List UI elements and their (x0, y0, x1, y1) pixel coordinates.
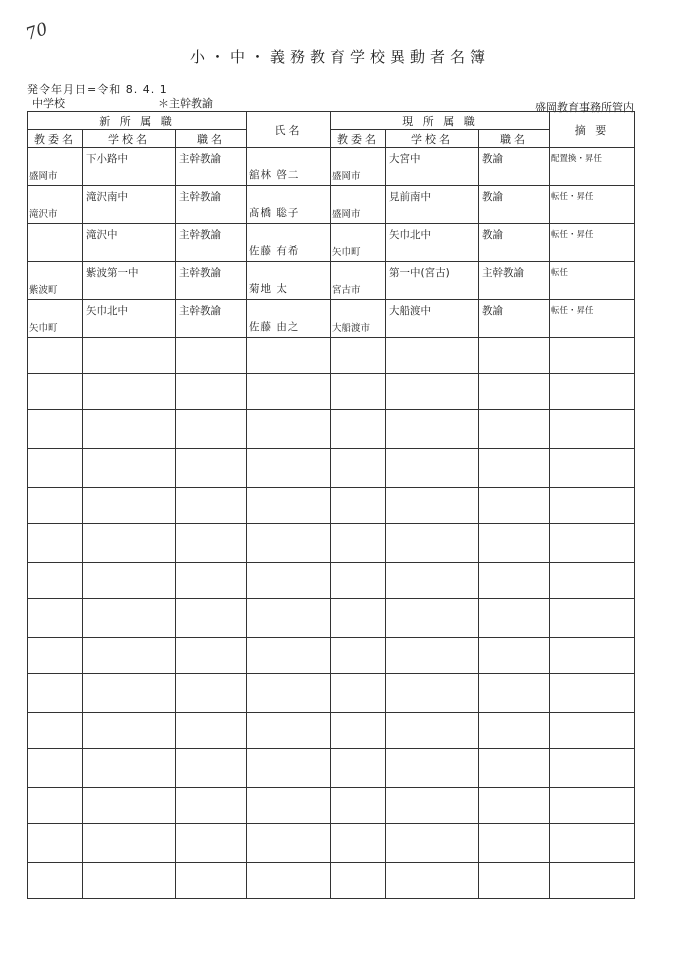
new-board-cell: 紫波町 (29, 285, 58, 296)
remarks-cell: 配置換・昇任 (551, 154, 603, 164)
new-post-cell: 主幹教諭 (179, 267, 221, 279)
office-name: 盛岡教育事務所管内 (535, 101, 634, 114)
table-row (28, 300, 635, 338)
empty-row (28, 338, 635, 374)
new-school-header: 学校名 (83, 130, 176, 148)
current-board-cell: 盛岡市 (332, 209, 361, 220)
current-board-header: 教委名 (331, 130, 386, 148)
remarks-cell: 転任・昇任 (551, 230, 594, 240)
current-board-cell: 宮古市 (332, 285, 361, 296)
current-post-cell: 主幹教諭 (482, 267, 524, 279)
current-school-header: 学校名 (386, 130, 479, 148)
current-school-cell: 第一中(宮古) (389, 267, 450, 279)
new-board-cell: 滝沢市 (29, 209, 58, 220)
new-post-header: 職名 (176, 130, 247, 148)
new-school-cell: 下小路中 (86, 153, 128, 165)
table-row (28, 262, 635, 300)
current-post-cell: 教諭 (482, 229, 503, 241)
empty-row (28, 599, 635, 638)
school-level: 中学校 (32, 97, 65, 110)
person-name-cell: 舘林 啓二 (249, 169, 300, 181)
new-board-cell: 矢巾町 (29, 323, 58, 334)
transfer-roster-table (27, 111, 635, 899)
empty-row (28, 638, 635, 674)
position-note: ＊主幹教諭 (158, 97, 213, 110)
current-board-cell: 矢巾町 (332, 247, 361, 258)
name-header: 氏名 (247, 112, 331, 148)
current-post-header: 職名 (479, 130, 550, 148)
current-post-cell: 教諭 (482, 191, 503, 203)
person-name-cell: 菊地 太 (249, 283, 288, 295)
empty-row (28, 824, 635, 863)
remarks-cell: 転任・昇任 (551, 192, 594, 202)
handwritten-page-number: 70 (23, 19, 51, 45)
person-name-cell: 髙橋 聡子 (249, 207, 300, 219)
new-school-cell: 紫波第一中 (86, 267, 139, 279)
new-post-cell: 主幹教諭 (179, 153, 221, 165)
empty-row (28, 788, 635, 824)
new-post-cell: 主幹教諭 (179, 191, 221, 203)
new-board-header: 教委名 (28, 130, 83, 148)
empty-row (28, 749, 635, 788)
new-post-cell: 主幹教諭 (179, 229, 221, 241)
current-board-cell: 盛岡市 (332, 171, 361, 182)
current-school-cell: 見前南中 (389, 191, 431, 203)
empty-row (28, 524, 635, 563)
issue-date: 発令年月日=令和 8. 4. 1 (27, 83, 168, 96)
empty-row (28, 674, 635, 713)
table-row (28, 186, 635, 224)
current-board-cell: 大船渡市 (332, 323, 371, 334)
current-post-cell: 教諭 (482, 153, 503, 165)
new-affiliation-header: 新 所 属 職 (28, 112, 247, 130)
new-school-cell: 滝沢南中 (86, 191, 128, 203)
document-title: 小・中・義務教育学校異動者名簿 (189, 48, 490, 66)
empty-row (28, 713, 635, 749)
new-school-cell: 滝沢中 (86, 229, 118, 241)
current-school-cell: 大宮中 (389, 153, 421, 165)
empty-row (28, 863, 635, 899)
new-board-cell: 盛岡市 (29, 171, 58, 182)
person-name-cell: 佐藤 有希 (249, 245, 300, 257)
empty-row (28, 374, 635, 410)
empty-row (28, 449, 635, 488)
new-post-cell: 主幹教諭 (179, 305, 221, 317)
empty-row (28, 410, 635, 449)
person-name-cell: 佐藤 由之 (249, 321, 300, 333)
empty-row (28, 488, 635, 524)
current-post-cell: 教諭 (482, 305, 503, 317)
new-school-cell: 矢巾北中 (86, 305, 128, 317)
current-affiliation-header: 現 所 属 職 (331, 112, 550, 130)
current-school-cell: 大船渡中 (389, 305, 431, 317)
empty-row (28, 563, 635, 599)
remarks-header: 摘 要 (550, 112, 635, 148)
table-row (28, 224, 635, 262)
table-row (28, 148, 635, 186)
remarks-cell: 転任・昇任 (551, 306, 594, 316)
remarks-cell: 転任 (551, 268, 569, 278)
current-school-cell: 矢巾北中 (389, 229, 431, 241)
